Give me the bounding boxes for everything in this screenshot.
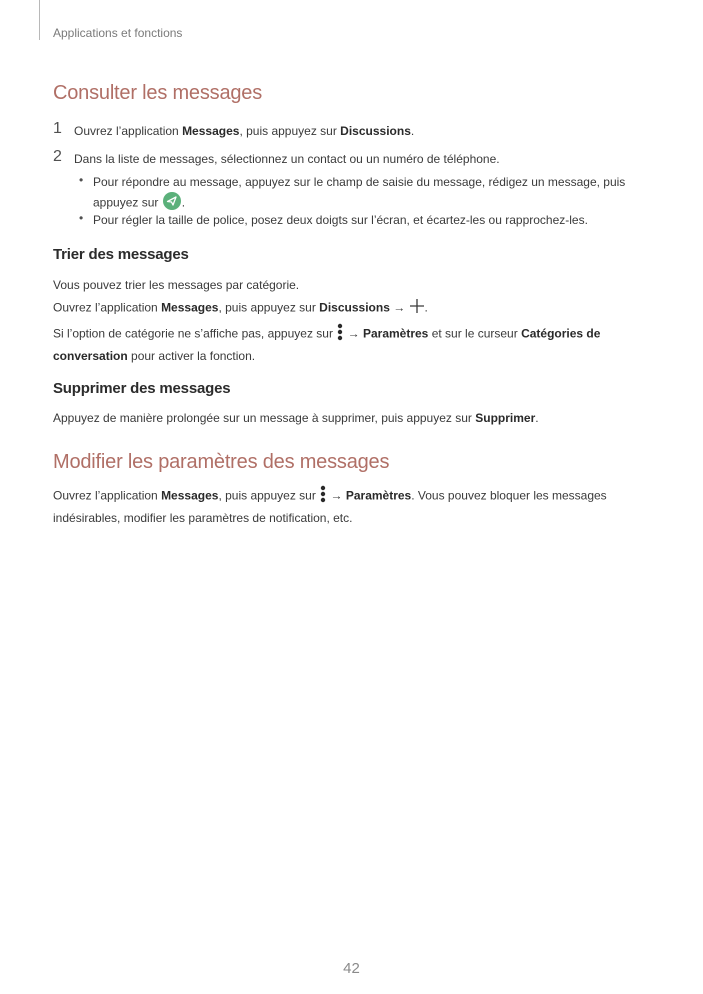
bullet-text-reply: Pour répondre au message, appuyez sur le champ de saisie du message, rédigez un message, puis appuyez sur .: [93, 173, 653, 216]
more-options-icon: [319, 484, 327, 509]
step-number-2: 2: [53, 148, 62, 165]
trier-paragraph-3: Si l’option de catégorie ne s’affiche pas, appuyez sur → Paramètres et sur le curseur Catégories de conversation pour activer la fonction.: [53, 322, 653, 365]
section-title-supprimer: Supprimer des messages: [53, 380, 231, 397]
section-title-consulter: Consulter les messages: [53, 82, 263, 104]
supprimer-paragraph: Appuyez de manière prolongée sur un message à supprimer, puis appuyez sur Supprimer.: [53, 411, 539, 425]
trier-paragraph-2: Ouvrez l’application Messages, puis appuyez sur Discussions → .: [53, 298, 653, 319]
trier-paragraph-1: Vous pouvez trier les messages par catégorie.: [53, 278, 300, 292]
bullet-marker: •: [79, 211, 84, 225]
step-text-1: Ouvrez l’application Messages, puis appuyez sur Discussions.: [74, 124, 415, 138]
step-text-2: Dans la liste de messages, sélectionnez un contact ou un numéro de téléphone.: [74, 152, 500, 166]
plus-icon: [409, 298, 425, 319]
header-rule: [39, 0, 40, 40]
step-number-1: 1: [53, 120, 62, 137]
menu-discussions: Discussions: [340, 124, 411, 138]
section-title-modifier: Modifier les paramètres des messages: [53, 451, 390, 473]
page-number: 42: [343, 960, 360, 977]
running-header: Applications et fonctions: [53, 26, 183, 40]
bullet-text-font-size: Pour régler la taille de police, posez deux doigts sur l’écran, et écartez-les ou rapprochez-les.: [93, 213, 588, 227]
modifier-paragraph: Ouvrez l’application Messages, puis appuyez sur → Paramètres. Vous pouvez bloquer les messages indésirables, modifier les paramètres de notification, etc.: [53, 484, 653, 527]
app-name-messages: Messages: [182, 124, 240, 138]
bullet-marker: •: [79, 173, 84, 187]
section-title-trier: Trier des messages: [53, 246, 189, 263]
